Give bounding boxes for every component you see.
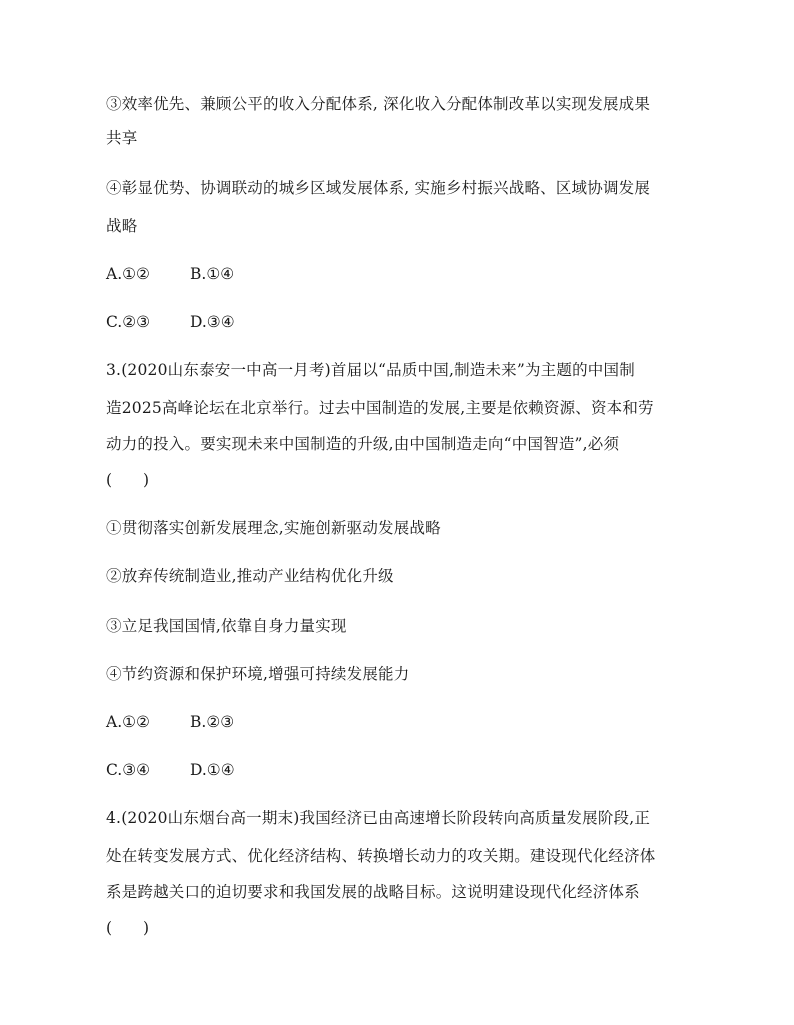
q3-choice-c: C.③④ [106, 761, 151, 779]
q3-option-1: ①贯彻落实创新发展理念,实施创新驱动发展战略 [106, 519, 441, 537]
q3-choice-b: B.②③ [190, 713, 235, 731]
q3-stem-line1: 3.(2020山东泰安一中高一月考)首届以“品质中国,制造未来”为主题的中国制 [106, 361, 635, 379]
q3-choice-a: A.①② [106, 713, 150, 731]
q3-option-4: ④节约资源和保护环境,增强可持续发展能力 [106, 665, 410, 683]
q2-choices-row2 [106, 312, 235, 332]
q2-option-4-line2: 战略 [106, 217, 138, 235]
q2-option-4-line1: ④彰显优势、协调联动的城乡区域发展体系, 实施乡村振兴战略、区域协调发展 [106, 179, 651, 197]
q4-stem-line3: 系是跨越关口的迫切要求和我国发展的战略目标。这说明建设现代化经济体系 [106, 883, 640, 901]
q3-answer-blank: ( ) [106, 471, 150, 489]
q3-option-2: ②放弃传统制造业,推动产业结构优化升级 [106, 567, 394, 585]
q2-option-3-line1: ③效率优先、兼顾公平的收入分配体系, 深化收入分配体制改革以实现发展成果 [106, 95, 651, 113]
q3-stem-line2: 造2025高峰论坛在北京举行。过去中国制造的发展,主要是依赖资源、资本和劳 [106, 399, 654, 417]
q3-choices-row2 [106, 760, 235, 780]
q2-choice-a: A.①② [106, 265, 150, 283]
q4-stem-line2: 处在转变发展方式、优化经济结构、转换增长动力的攻关期。建设现代化经济体 [106, 847, 656, 865]
q4-stem-line1: 4.(2020山东烟台高一期末)我国经济已由高速增长阶段转向高质量发展阶段,正 [106, 809, 651, 827]
q3-choices-row1 [106, 712, 234, 732]
q3-stem-line3: 动力的投入。要实现未来中国制造的升级,由中国制造走向“中国智造”,必须 [106, 435, 620, 453]
q2-choice-d: D.③④ [190, 313, 235, 331]
q2-choice-b: B.①④ [190, 265, 235, 283]
q2-option-3-line2: 共享 [106, 129, 138, 147]
q2-choice-c: C.②③ [106, 313, 151, 331]
q2-choices-row1 [106, 264, 234, 284]
q4-answer-blank: ( ) [106, 919, 150, 937]
q3-option-3: ③立足我国国情,依靠自身力量实现 [106, 617, 347, 635]
q3-choice-d: D.①④ [190, 761, 235, 779]
